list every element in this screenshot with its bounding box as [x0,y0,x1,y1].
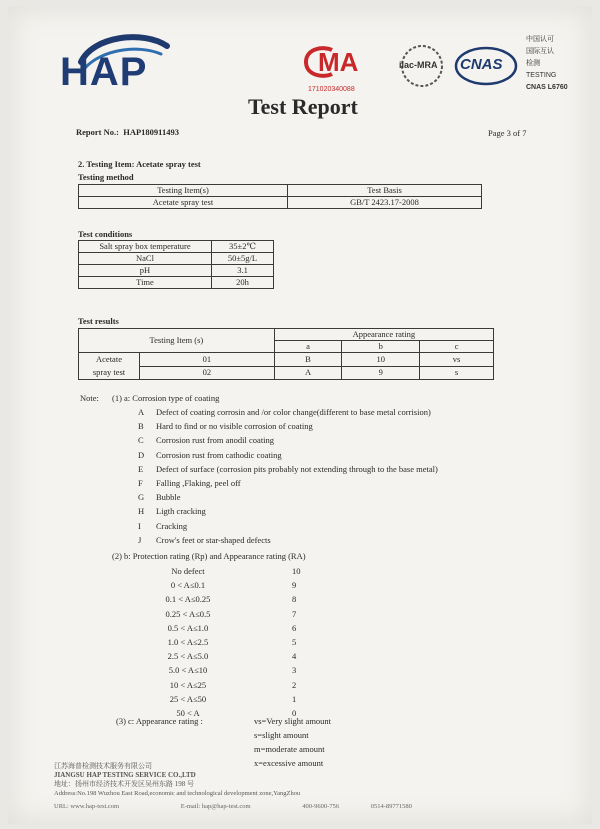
corrosion-type-text: Defect of coating corrosin and /or color change(different to base metal corrision) [156,407,431,417]
rating-range: No defect [171,566,205,576]
results-label: Test results [78,316,119,326]
c-item: m=moderate amount [254,744,325,754]
rating-range: 0.25 < A≤0.5 [165,608,211,619]
corrosion-type-text: Bubble [156,492,181,503]
corrosion-type-key: F [138,478,143,488]
corrosion-type-key: C [138,435,144,446]
rating-range: 0.5 < A≤1.0 [167,622,209,633]
results-table: Testing Item (s) Appearance rating a b c Acetate spray test 01 B 10 vs 02 A 9 s [78,328,494,380]
rating-value: 8 [292,594,297,605]
corrosion-type-text: Cracking [156,520,188,531]
rating-range: 5.0 < A≤10 [168,665,208,676]
result-row: Acetate spray test 01 B 10 vs [79,353,494,367]
corrosion-type-text: Hard to find or no visible corrosion of coating [156,421,313,432]
condition-row: NaCl 50±5g/L [79,253,274,265]
result-row: 02 A 9 s [79,366,494,380]
note-b-intro: (2) b: Protection rating (Rp) and Appearance rating (RA) [112,551,306,561]
brand-text: HAP [60,50,148,94]
corrosion-type-text: Ligth cracking [156,506,206,517]
rating-value: 6 [292,622,297,633]
rating-value: 2 [292,679,297,690]
rating-range: 50 < A [176,708,200,718]
corrosion-type-key: H [138,506,145,517]
corrosion-type-key: I [138,520,141,531]
rating-range: 10 < A≤25 [169,679,207,690]
testing-method-table: Testing Item(s) Test Basis Acetate spray test GB/T 2423.17-2008 [78,184,482,209]
corrosion-type-text: Corrosion rust from anodil coating [156,435,275,446]
testing-item-heading: 2. Testing Item: Acetate spray test [78,159,201,169]
corrosion-type-text: Defect of surface (corrosion pits probably not extending through to the base metal) [156,463,438,474]
report-page [8,6,592,824]
cnas-caption: 中国认可 国际互认 检测 TESTING CNAS L6760 [526,36,568,91]
corrosion-type-key: J [138,534,142,545]
corrosion-type-text: Falling ,Flaking, peel off [156,478,241,488]
page-title: Test Report [248,94,358,119]
condition-row: pH 3.1 [79,265,274,277]
rating-range: 0 < A≤0.1 [170,580,206,591]
rating-range: 1.0 < A≤2.5 [167,637,209,647]
rating-value: 7 [292,608,297,619]
rating-range: 2.5 < A≤5.0 [167,651,209,662]
footer: 江苏海普检测技术服务有限公司 JIANGSU HAP TESTING SERVICE CO.,LTD 地址：扬州市经济技术开发区吴州东路 198 号 Address:No.198 Wuzhou East Road,economic and technological development zone,YangZhou [54,762,301,797]
report-no: Report No.: HAP180911493 [76,127,179,137]
rating-value: 9 [292,580,297,591]
corrosion-type-key: B [138,421,144,432]
corrosion-type-text: Corrosion rust from cathodic coating [156,449,282,460]
note-a-intro: (1) a: Corrosion type of coating [112,393,220,403]
cma-logo [302,44,372,80]
corrosion-type-key: D [138,449,145,460]
note-c-intro: (3) c: Appearance rating : [116,716,203,726]
rating-value: 1 [292,693,297,704]
rating-range: 25 < A≤50 [169,693,207,704]
page-number: Page 3 of 7 [488,128,527,138]
condition-row: Salt spray box temperature 35±2℃ [79,241,274,253]
c-item: x=excessive amount [254,758,324,768]
corrosion-type-key: G [138,492,145,503]
corrosion-type-key: E [138,463,144,474]
footer-contacts: URL: www.hap-test.com E-mail: hap@hap-test.com 400-9600-756 0514-89771580 [54,803,412,810]
rating-value: 10 [292,566,301,576]
cma-number: 171020340088 [308,86,355,93]
c-item: s=slight amount [254,730,309,740]
conditions-label: Test conditions [78,229,133,239]
rating-value: 0 [292,708,297,718]
condition-row: Time 20h [79,277,274,289]
rating-value: 4 [292,651,297,662]
testing-method-label: Testing method [78,172,134,182]
cnas-logo: CNAS [454,46,518,86]
rating-range: 0.1 < A≤0.25 [165,594,211,605]
cma-text: MA [318,47,359,77]
conditions-table [78,240,274,289]
note-label: Note: [80,393,99,403]
c-item: vs=Very slight amount [254,716,332,726]
rating-value: 5 [292,637,297,647]
corrosion-type-text: Crow's feet or star-shaped defects [156,534,271,545]
corrosion-type-key: A [138,407,145,417]
rating-value: 3 [292,665,297,676]
ilac-logo: ilac-MRA [392,44,452,92]
